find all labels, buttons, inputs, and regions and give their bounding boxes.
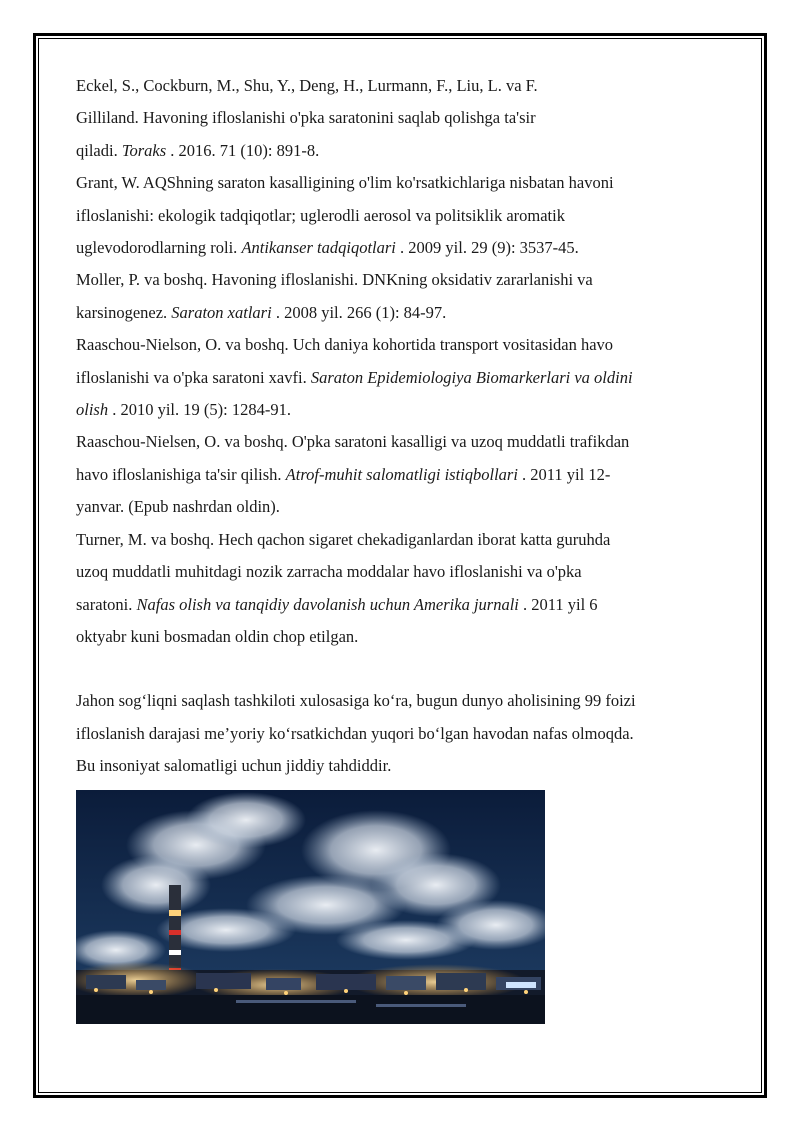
reference-line: ifloslanishi: ekologik tadqiqotlar; uglerodli aerosol va politsiklik aromatik [76,205,565,225]
reference-citation: . 2011 yil 6 [518,594,598,614]
journal-title: Atrof-muhit salomatligi istiqbollari [285,464,518,484]
reference-line [76,459,726,491]
reference-entry [76,426,726,523]
reference-line: Gilliland. Havoning ifloslanishi o'pka saratonini saqlab qolishga ta'sir [76,108,536,128]
reference-citation: . 2011 yil 12- [517,464,611,484]
reference-line: Raaschou-Nielson, O. va boshq. Uch daniya kohortida transport vositasidan havo [76,335,614,355]
reference-line: Turner, M. va boshq. Hech qachon sigaret chekadiganlardan iborat katta guruhda [76,529,611,549]
reference-citation: . 2009 yil. 29 (9): 3537-45. [395,238,579,258]
body-paragraph [76,685,726,782]
journal-title: Antikanser tadqiqotlari [241,238,396,258]
journal-title: Saraton xatlari [171,302,272,322]
paragraph-line: ifloslanish darajasi me’yoriy ko‘rsatkichdan yuqori bo‘lgan havodan nafas olmoqda. [76,723,634,743]
reference-line [76,362,726,394]
reference-entry [76,329,726,426]
reference-line [76,297,726,329]
reference-line [76,135,726,167]
reference-citation: . 2010 yil. 19 (5): 1284-91. [108,400,291,420]
paragraph-line: Jahon sog‘liqni saqlash tashkiloti xulosasiga ko‘ra, bugun dunyo aholisining 99 foizi [76,691,636,711]
journal-title: Saraton Epidemiologiya Biomarkerlari va oldini [310,367,633,387]
reference-list [76,70,726,653]
reference-text: ifloslanishi va o'pka saratoni xavfi. [76,367,311,387]
reference-line: Eckel, S., Cockburn, M., Shu, Y., Deng, H., Lurmann, F., Liu, L. va F. [76,76,538,95]
reference-text: karsinogenez. [76,302,172,322]
reference-entry [76,264,726,329]
reference-line: oktyabr kuni bosmadan oldin chop etilgan. [76,626,359,646]
reference-text: saratoni. [76,594,137,614]
reference-line: Moller, P. va boshq. Havoning ifloslanishi. DNKning oksidativ zararlanishi va [76,270,593,290]
reference-line: Raaschou-Nielsen, O. va boshq. O'pka saratoni kasalligi va uzoq muddatli trafikdan [76,432,630,452]
reference-line [76,232,726,264]
reference-line: yanvar. (Epub nashrdan oldin). [76,497,280,517]
journal-title: Nafas olish va tanqidiy davolanish uchun Amerika jurnali [136,594,519,614]
reference-entry [76,70,726,167]
reference-entry [76,524,726,654]
reference-citation: . 2016. 71 (10): 891-8. [166,140,320,160]
reference-line: Grant, W. AQShning saraton kasalligining o'lim ko'rsatkichlariga nisbatan havoni [76,173,614,193]
reference-line [76,589,726,621]
paragraph-line: Bu insoniyat salomatligi uchun jiddiy tahdiddir. [76,756,392,776]
journal-title: Toraks [121,140,167,160]
reference-text: qiladi. [76,140,122,160]
reference-text: havo ifloslanishiga ta'sir qilish. [76,464,286,484]
reference-line: uzoq muddatli muhitdagi nozik zarracha moddalar havo ifloslanishi va o'pka [76,562,582,582]
reference-entry [76,167,726,264]
document-body [76,70,726,783]
industrial-city-lights [76,962,545,1024]
reference-citation: . 2008 yil. 266 (1): 84-97. [271,302,447,322]
reference-line [76,394,726,426]
reference-text: uglevodorodlarning roli. [76,238,242,258]
pollution-photo [76,790,545,1024]
journal-title: olish [76,400,109,420]
